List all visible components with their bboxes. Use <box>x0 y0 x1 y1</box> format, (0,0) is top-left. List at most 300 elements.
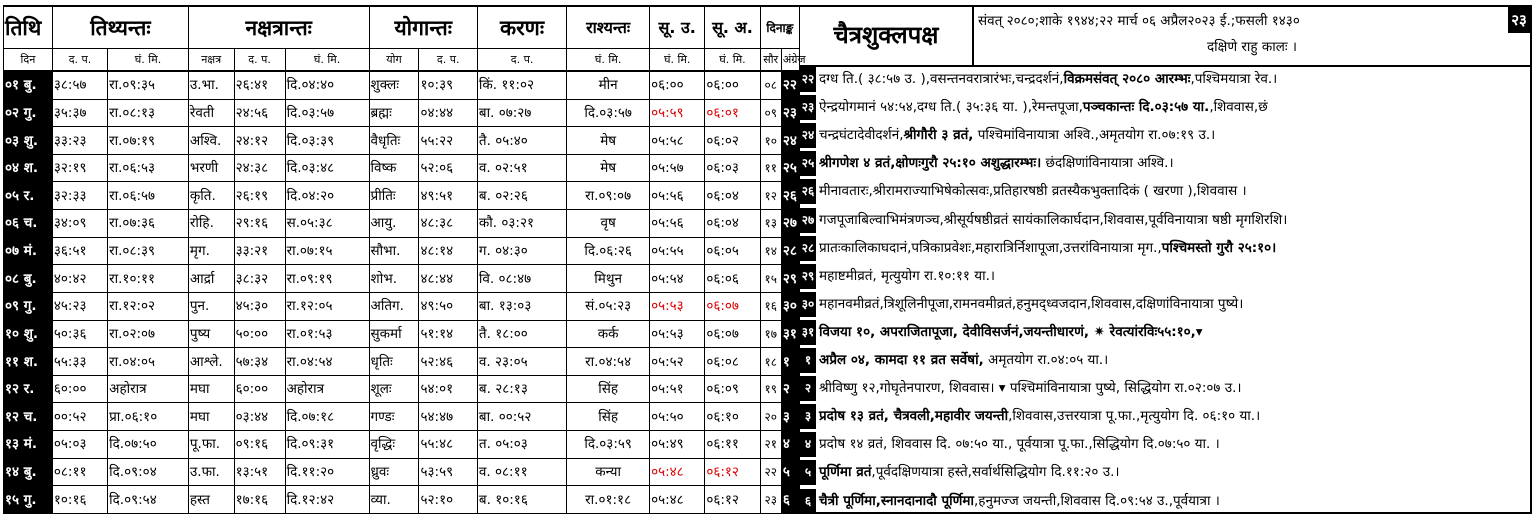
tithi-day-cell: १३ मं. <box>4 431 53 459</box>
sunset-cell: ०६:०७ <box>705 292 760 320</box>
event-row <box>800 432 1530 457</box>
sunrise-cell: ०५:५० <box>650 403 705 431</box>
yoga-cell: प्रीतिः <box>369 182 419 210</box>
nakshatra-time-cell: दि.११:२० <box>285 458 369 486</box>
sunrise-cell: ०५:५६ <box>650 182 705 210</box>
tithi-dp-cell: १०:१६ <box>52 486 107 514</box>
table-row <box>4 210 800 238</box>
rashi-cell: मीन <box>567 71 650 99</box>
rashi-cell: मेष <box>567 127 650 155</box>
nakshatra-cell: अश्वि. <box>188 127 234 155</box>
tithi-time-cell: दि.०९:०४ <box>108 458 189 486</box>
tithi-time-cell: रा.०७:१९ <box>108 127 189 155</box>
karana-cell: ब. १०:१६ <box>477 486 566 514</box>
event-text-plain: प्रातःकालिकाघदानं,पत्रिकाप्रवेशः,महारात्रिर्निशापूजा,उत्तरांविनायात्रा मृग., <box>819 239 1162 256</box>
english-date-cell: ३१ <box>781 320 799 348</box>
events-header <box>800 7 1530 67</box>
tithi-dp-cell: ०५:०३ <box>52 431 107 459</box>
sunrise-cell: ०५:५९ <box>650 99 705 127</box>
event-date-badge: ३ <box>800 404 816 429</box>
subheader-cell: सौर <box>760 49 781 71</box>
karana-cell: तै. १८:०० <box>477 320 566 348</box>
nakshatra-time-cell: दि.०४:२० <box>285 182 369 210</box>
event-text <box>816 268 995 284</box>
nakshatra-time-cell: रा.०९:१९ <box>285 265 369 293</box>
event-text-plain: श्रीविष्णु १२,गोघृतेनपारण, शिववास। ▾ पश्चिमांविनायात्रा पुष्ये, सिद्धियोग रा.०२:०७ उ.। <box>819 380 1242 397</box>
event-text <box>816 324 1203 340</box>
tithi-dp-cell: ३५:३७ <box>52 99 107 127</box>
nakshatra-time-cell: दि.०९:३१ <box>285 431 369 459</box>
yoga-cell: सौभा. <box>369 237 419 265</box>
table-row <box>4 182 800 210</box>
month-number-badge: २३ <box>1508 7 1530 33</box>
event-date-badge: २८ <box>800 236 816 261</box>
tithi-dp-cell: ३२:१९ <box>52 154 107 182</box>
rashi-cell: मेष <box>567 154 650 182</box>
event-row <box>800 151 1530 176</box>
english-date-cell: २ <box>781 375 799 403</box>
tithi-day-cell: ०४ श. <box>4 154 53 182</box>
yoga-dp-cell: ४८:३८ <box>419 210 477 238</box>
yoga-cell: व्या. <box>369 486 419 514</box>
karana-cell: तै. ०५:४० <box>477 127 566 155</box>
rahu-kaal-line: दक्षिणे राहु कालः । <box>1206 39 1298 55</box>
tithi-time-cell: दि.०७:५० <box>108 431 189 459</box>
sunrise-cell: ०५:५५ <box>650 237 705 265</box>
table-row <box>4 154 800 182</box>
yoga-dp-cell: ५२:१० <box>419 486 477 514</box>
tithi-dp-cell: ३३:२३ <box>52 127 107 155</box>
samvat-line: संवत् २०८०;शाके १९४४;२२ मार्च ०६ अप्रैल२०२३ ई.;फसली १४३० <box>978 13 1300 29</box>
nakshatra-dp-cell: १७:१६ <box>234 486 285 514</box>
tithi-day-cell: ०७ मं. <box>4 237 53 265</box>
english-date-cell: २५ <box>781 154 799 182</box>
tithi-dp-cell: ००:५२ <box>52 403 107 431</box>
event-text-plain: दग्ध ति.( ३८:५७ उ. ),वसन्तनवरात्रारंभः,चन्द्रदर्शनं, <box>819 71 1064 87</box>
yoga-dp-cell: ५२:०६ <box>419 154 477 182</box>
karana-cell: बा. ००:५२ <box>477 403 566 431</box>
sunrise-cell: ०५:५३ <box>650 292 705 320</box>
table-row <box>4 127 800 155</box>
rashi-cell: दि.०६:२६ <box>567 237 650 265</box>
event-text-bold: श्रीगणेश ४ व्रतं,क्षोणःगुरौ २५:१० अशुद्धारम्भः। <box>819 155 1042 172</box>
sunrise-cell: ०५:५३ <box>650 320 705 348</box>
sunrise-cell: ०५:५८ <box>650 127 705 155</box>
sunrise-cell: ०५:५१ <box>650 375 705 403</box>
tithi-dp-cell: ५०:३६ <box>52 320 107 348</box>
karana-cell: व. ०२:५१ <box>477 154 566 182</box>
nakshatra-time-cell: रा.०४:५४ <box>285 348 369 376</box>
rashi-cell: सिंह <box>567 375 650 403</box>
header-tithyanta: तिथ्यन्तः <box>52 6 188 49</box>
event-text-tail: अमृतयोग रा.०४:०५ या.। <box>983 352 1109 368</box>
tithi-dp-cell: ३६:५१ <box>52 237 107 265</box>
yoga-cell: वृद्धिः <box>369 431 419 459</box>
english-date-cell: २२ <box>781 71 799 99</box>
event-date-badge: ३१ <box>800 320 816 345</box>
event-row <box>800 208 1530 233</box>
sunrise-cell: ०५:५६ <box>650 210 705 238</box>
sunrise-cell: ०५:५७ <box>650 154 705 182</box>
tithi-day-cell: ०९ गु. <box>4 292 53 320</box>
nakshatra-time-cell: दि.०३:५७ <box>285 99 369 127</box>
nakshatra-dp-cell: ६०:०० <box>234 375 285 403</box>
event-row <box>800 348 1530 373</box>
event-text-bold: विक्रमसंवत् २०८० आरम्भः <box>1063 71 1191 87</box>
yoga-cell: शोभ. <box>369 265 419 293</box>
event-row <box>800 320 1530 345</box>
karana-cell: त. ०५:०३ <box>477 431 566 459</box>
nakshatra-time-cell: दि.०३:३९ <box>285 127 369 155</box>
karana-cell: बा. १३:०३ <box>477 292 566 320</box>
english-date-cell: ३ <box>781 403 799 431</box>
english-date-cell: १ <box>781 348 799 376</box>
event-row <box>800 123 1530 148</box>
event-row <box>800 489 1530 514</box>
event-text-plain: महाष्टमीव्रतं, मृत्युयोग रा.१०:११ या.। <box>819 267 995 284</box>
yoga-cell: शूलः <box>369 375 419 403</box>
nakshatra-time-cell: रा.०१:५३ <box>285 320 369 348</box>
nakshatra-dp-cell: ३३:२१ <box>234 237 285 265</box>
nakshatra-dp-cell: २४:५६ <box>234 99 285 127</box>
header-nakshatranta: नक्षत्रान्तः <box>188 6 369 49</box>
tithi-day-cell: १४ बु. <box>4 458 53 486</box>
subheader-cell: द. प. <box>477 49 566 71</box>
event-date-badge: ३० <box>800 292 816 317</box>
event-date-badge: २४ <box>800 123 816 148</box>
subheader-cell: घं. मि. <box>567 49 650 71</box>
tithi-day-cell: ०१ बु. <box>4 71 53 99</box>
sunset-cell: ०६:०२ <box>705 127 760 155</box>
english-date-cell: २३ <box>781 99 799 127</box>
yoga-dp-cell: ५२:४६ <box>419 348 477 376</box>
yoga-dp-cell: ४८:४४ <box>419 265 477 293</box>
event-text-bold: श्रीगौरी ३ व्रतं, <box>903 127 974 144</box>
sunrise-cell: ०५:४८ <box>650 458 705 486</box>
nakshatra-cell: हस्त <box>188 486 234 514</box>
rashi-cell: सं.०५:२३ <box>567 292 650 320</box>
rashi-cell: कर्क <box>567 320 650 348</box>
table-row <box>4 431 800 459</box>
nakshatra-cell: उ.भा. <box>188 71 234 99</box>
sunset-cell: ०६:१२ <box>705 458 760 486</box>
event-text <box>816 296 1243 312</box>
yoga-dp-cell: ५५:४८ <box>419 431 477 459</box>
tithi-time-cell: रा.०८:१३ <box>108 99 189 127</box>
panchang-page <box>3 5 1532 514</box>
yoga-cell: धृतिः <box>369 348 419 376</box>
sunrise-cell: ०६:०० <box>650 71 705 99</box>
nakshatra-cell: आश्ले. <box>188 348 234 376</box>
event-text-plain: चन्द्रघंटादेवीदर्शनं, <box>819 127 904 144</box>
nakshatra-cell: पुष्य <box>188 320 234 348</box>
event-text-tail: पश्चिमांविनायात्रा अश्वि.,अमृतयोग रा.०७:१९ उ.। <box>973 127 1216 144</box>
event-row <box>800 236 1530 261</box>
tithi-dp-cell: ४०:४२ <box>52 265 107 293</box>
tithi-day-cell: १० शु. <box>4 320 53 348</box>
yoga-dp-cell: ४९:५१ <box>419 182 477 210</box>
header-dinanka: दिनाङ्क <box>760 6 799 49</box>
english-date-cell: ३० <box>781 292 799 320</box>
table-row <box>4 348 800 376</box>
karana-cell: व. २३:०५ <box>477 348 566 376</box>
yoga-cell: आयु. <box>369 210 419 238</box>
tithi-dp-cell: ३४:०९ <box>52 210 107 238</box>
subheader-cell: घं. मि. <box>285 49 369 71</box>
subheader-cell: नक्षत्र <box>188 49 234 71</box>
table-row <box>4 403 800 431</box>
nakshatra-cell: पू.फा. <box>188 431 234 459</box>
tithi-dp-cell: ३२:३३ <box>52 182 107 210</box>
nakshatra-time-cell: अहोरात्र <box>285 375 369 403</box>
table-row <box>4 375 800 403</box>
saur-date-cell: १० <box>760 127 781 155</box>
karana-cell: वि. ०८:४७ <box>477 265 566 293</box>
nakshatra-cell: रोहि. <box>188 210 234 238</box>
event-text-tail: ,शिववास,छं <box>1209 99 1268 116</box>
yoga-dp-cell: ५४:०१ <box>419 375 477 403</box>
nakshatra-cell: पुन. <box>188 292 234 320</box>
event-text-tail: ,पश्चिमयात्रा रेव.। <box>1190 71 1278 87</box>
header-karana: करणः <box>477 6 566 49</box>
tithi-dp-cell: ६०:०० <box>52 375 107 403</box>
english-date-cell: ५ <box>781 458 799 486</box>
header-yoganta: योगान्तः <box>369 6 477 49</box>
yoga-dp-cell: १०:३९ <box>419 71 477 99</box>
english-date-cell: २६ <box>781 182 799 210</box>
tithi-time-cell: अहोरात्र <box>108 375 189 403</box>
sunset-cell: ०६:०५ <box>705 237 760 265</box>
event-text <box>816 240 1276 256</box>
sunset-cell: ०६:०९ <box>705 375 760 403</box>
event-date-badge: ४ <box>800 432 816 457</box>
event-date-badge: २२ <box>800 67 816 92</box>
event-text-bold: अप्रैल ०४, कामदा ११ व्रत सर्वेषां, <box>819 352 984 368</box>
saur-date-cell: ११ <box>760 154 781 182</box>
english-date-cell: ६ <box>781 486 799 514</box>
event-date-badge: ५ <box>800 460 816 485</box>
saur-date-cell: २१ <box>760 431 781 459</box>
nakshatra-dp-cell: ४५:३० <box>234 292 285 320</box>
english-date-cell: ४ <box>781 431 799 459</box>
yoga-dp-cell: ४९:५० <box>419 292 477 320</box>
saur-date-cell: २२ <box>760 458 781 486</box>
tithi-day-cell: ०३ शु. <box>4 127 53 155</box>
yoga-dp-cell: ५४:४७ <box>419 403 477 431</box>
yoga-cell: वैधृतिः <box>369 127 419 155</box>
nakshatra-dp-cell: ०९:१६ <box>234 431 285 459</box>
event-text <box>816 408 1260 424</box>
event-date-badge: २५ <box>800 151 816 176</box>
table-row <box>4 71 800 99</box>
saur-date-cell: १५ <box>760 265 781 293</box>
tithi-day-cell: ११ श. <box>4 348 53 376</box>
rashi-cell: कन्या <box>567 458 650 486</box>
tithi-dp-cell: ०८:११ <box>52 458 107 486</box>
saur-date-cell: २० <box>760 403 781 431</box>
event-text-plain: प्रदोष १४ व्रतं, शिववास दि. ०७:५० या., पूर्वयात्रा पू.फा.,सिद्धियोग दि.०७:५० या. । <box>819 436 1220 453</box>
subheader-cell: घं. मि. <box>108 49 189 71</box>
header-suryodaya: सू. उ. <box>650 6 705 49</box>
saur-date-cell: १३ <box>760 210 781 238</box>
event-date-badge: २ <box>800 376 816 401</box>
event-row <box>800 95 1530 120</box>
nakshatra-dp-cell: ३८:३२ <box>234 265 285 293</box>
nakshatra-time-cell: स.०५:३८ <box>285 210 369 238</box>
saur-date-cell: १२ <box>760 182 781 210</box>
tithi-dp-cell: ३८:५७ <box>52 71 107 99</box>
english-date-cell: २९ <box>781 265 799 293</box>
nakshatra-cell: मघा <box>188 403 234 431</box>
saur-date-cell: १६ <box>760 292 781 320</box>
event-row <box>800 292 1530 317</box>
event-text <box>816 464 1120 480</box>
karana-cell: ब. २८:१३ <box>477 375 566 403</box>
karana-cell: व. ०८:११ <box>477 458 566 486</box>
english-date-cell: २७ <box>781 210 799 238</box>
yoga-cell: शुक्लः <box>369 71 419 99</box>
rashi-cell: मिथुन <box>567 265 650 293</box>
tithi-time-cell: रा.०४:०५ <box>108 348 189 376</box>
sunset-cell: ०६:०४ <box>705 182 760 210</box>
karana-cell: बा. ०७:२७ <box>477 99 566 127</box>
rashi-cell: रा.०४:५४ <box>567 348 650 376</box>
event-text-tail: ,शिववास,उत्तरयात्रा पू.फा.,मृत्युयोग दि. ०६:१० या.। <box>1008 408 1261 425</box>
rashi-cell: वृष <box>567 210 650 238</box>
nakshatra-dp-cell: ५७:३४ <box>234 348 285 376</box>
yoga-dp-cell: ५१:१४ <box>419 320 477 348</box>
subheader-cell: अंग्रेज <box>781 49 799 71</box>
subheader-cell: योग <box>369 49 419 71</box>
event-text-tail: ,पूर्वदक्षिणयात्रा हस्ते,सर्वार्थसिद्धियोग दि.११:२० उ.। <box>871 464 1120 481</box>
nakshatra-cell: मृग. <box>188 237 234 265</box>
event-row <box>800 264 1530 289</box>
yoga-cell: गण्डः <box>369 403 419 431</box>
tithi-day-cell: ०५ र. <box>4 182 53 210</box>
saur-date-cell: १७ <box>760 320 781 348</box>
yoga-dp-cell: ४८:१४ <box>419 237 477 265</box>
tithi-dp-cell: ५५:३३ <box>52 348 107 376</box>
event-row <box>800 376 1530 401</box>
subheader-cell: घं. मि. <box>705 49 760 71</box>
table-row <box>4 486 800 514</box>
nakshatra-time-cell: दि.१२:४२ <box>285 486 369 514</box>
event-text <box>816 493 1220 509</box>
sunset-cell: ०६:०४ <box>705 210 760 238</box>
rashi-cell: सिंह <box>567 403 650 431</box>
panchang-table <box>3 5 806 514</box>
sunset-cell: ०६:०७ <box>705 320 760 348</box>
event-text-bold: चैत्री पूर्णिमा,स्नानदानादौ पूर्णिमा <box>819 492 974 509</box>
subheader-cell: द. प. <box>234 49 285 71</box>
event-text <box>816 212 1287 228</box>
nakshatra-time-cell: दि.०३:४८ <box>285 154 369 182</box>
event-text-plain: गजपूजाबिल्वाभिमंत्रणञ्च,श्रीसूर्यषष्ठीव्रतं सायंकालिकार्घदान,शिववास,पूर्वविनायात्रा षष्ठी मृगशिरशि। <box>819 211 1288 228</box>
tithi-day-cell: १२ च. <box>4 403 53 431</box>
sunset-cell: ०६:११ <box>705 431 760 459</box>
event-text <box>816 155 1174 171</box>
event-text <box>816 380 1242 396</box>
tithi-time-cell: रा.०२:०७ <box>108 320 189 348</box>
nakshatra-cell: मघा <box>188 375 234 403</box>
table-row <box>4 237 800 265</box>
event-text <box>816 71 1277 87</box>
yoga-dp-cell: ५५:२२ <box>419 127 477 155</box>
nakshatra-dp-cell: २४:१२ <box>234 127 285 155</box>
nakshatra-cell: उ.फा. <box>188 458 234 486</box>
event-text-bold: विजया १०, अपराजितापूजा, देवीविसर्जनं,जयन्तीधारणं, ✷ रेवत्यांरविः५५:१०,▾ <box>819 323 1203 340</box>
event-text-plain: मीनावतारः,श्रीरामराज्याभिषेकोत्सवः,प्रतिहारषष्ठी व्रतस्यैकभुक्तादिकं ( खरणा ),शिववास । <box>819 183 1247 200</box>
yoga-cell: अतिग. <box>369 292 419 320</box>
tithi-time-cell: रा.०९:३५ <box>108 71 189 99</box>
yoga-dp-cell: ५३:५९ <box>419 458 477 486</box>
tithi-time-cell: रा.१२:०२ <box>108 292 189 320</box>
rashi-cell: रा.०९:०७ <box>567 182 650 210</box>
event-text-plain: ऐन्द्रयोगमानं ५४:५४,दग्ध ति.( ३५:३६ या. ),रेमन्तपूजा, <box>819 99 1083 116</box>
event-row <box>800 460 1530 485</box>
nakshatra-dp-cell: ५०:०० <box>234 320 285 348</box>
rashi-cell: रा.०१:१८ <box>567 486 650 514</box>
event-date-badge: २९ <box>800 264 816 289</box>
nakshatra-dp-cell: १३:५१ <box>234 458 285 486</box>
saur-date-cell: ०९ <box>760 99 781 127</box>
table-row <box>4 265 800 293</box>
tithi-time-cell: रा.१०:११ <box>108 265 189 293</box>
subheader-cell: घं. मि. <box>650 49 705 71</box>
nakshatra-time-cell: रा.०७:१५ <box>285 237 369 265</box>
event-date-badge: २६ <box>800 179 816 204</box>
event-text <box>816 436 1220 452</box>
tithi-day-cell: ०२ गु. <box>4 99 53 127</box>
sunrise-cell: ०५:४८ <box>650 486 705 514</box>
nakshatra-cell: कृति. <box>188 182 234 210</box>
event-text-plain: महानवमीव्रतं,त्रिशूलिनीपूजा,रामनवमीव्रतं,हनुमद्ध्वजदान,शिववास,दक्षिणांविनायात्रा पुष्ये। <box>819 295 1244 312</box>
tithi-time-cell: रा.०६:५३ <box>108 154 189 182</box>
tithi-day-cell: ०८ बु. <box>4 265 53 293</box>
table-row <box>4 320 800 348</box>
sunrise-cell: ०५:५२ <box>650 348 705 376</box>
event-date-badge: ६ <box>800 489 816 514</box>
sunset-cell: ०६:१२ <box>705 486 760 514</box>
nakshatra-cell: रेवती <box>188 99 234 127</box>
event-text-bold: पञ्चकान्तः दि.०३:५७ या. <box>1082 99 1210 116</box>
event-text-bold: पश्चिमस्तो गुरौ २५:१०। <box>1161 239 1277 256</box>
sunset-cell: ०६:०६ <box>705 265 760 293</box>
event-text-tail: ,हनुमज्ज जयन्ती,शिववास दि.०९:५४ उ.,पूर्वयात्रा । <box>974 492 1220 509</box>
english-date-cell: २४ <box>781 127 799 155</box>
sunrise-cell: ०५:५४ <box>650 265 705 293</box>
sunset-cell: ०६:०८ <box>705 348 760 376</box>
table-header-row <box>4 6 800 49</box>
yoga-cell: विष्क <box>369 154 419 182</box>
event-text-bold: प्रदोष १३ व्रतं, चैत्रवली,महावीर जयन्ती <box>819 408 1009 425</box>
tithi-time-cell: रा.०६:५७ <box>108 182 189 210</box>
sunrise-cell: ०५:४९ <box>650 431 705 459</box>
saur-date-cell: १८ <box>760 348 781 376</box>
nakshatra-dp-cell: २९:१६ <box>234 210 285 238</box>
english-date-cell: २८ <box>781 237 799 265</box>
nakshatra-cell: भरणी <box>188 154 234 182</box>
header-rashyanta: राश्यन्तः <box>567 6 650 49</box>
event-text <box>816 127 1215 143</box>
saur-date-cell: ०८ <box>760 71 781 99</box>
tithi-time-cell: रा.०८:३९ <box>108 237 189 265</box>
event-row <box>800 404 1530 429</box>
sunset-cell: ०६:१० <box>705 403 760 431</box>
event-date-badge: १ <box>800 348 816 373</box>
tithi-day-cell: ०६ च. <box>4 210 53 238</box>
nakshatra-time-cell: दि.०७:१८ <box>285 403 369 431</box>
